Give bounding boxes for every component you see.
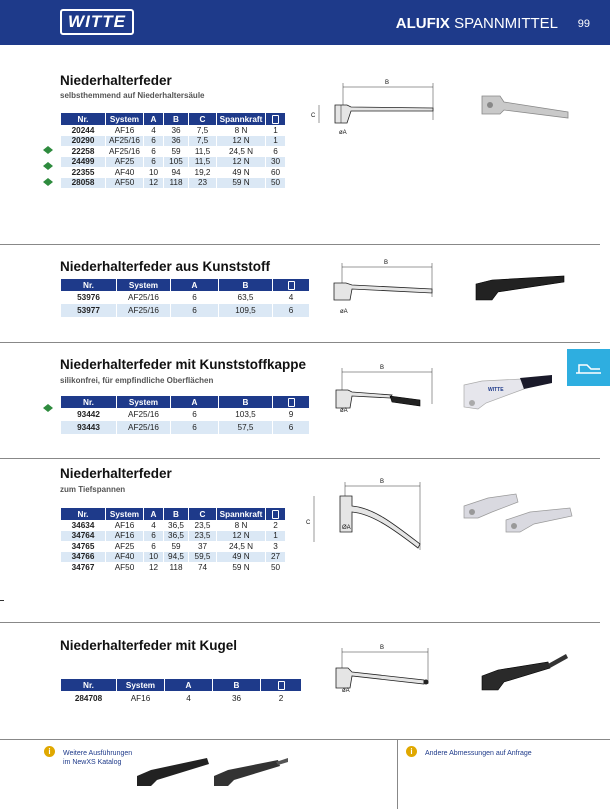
new-marker-icon: [42, 177, 54, 187]
table-cell: 36: [171, 125, 181, 135]
drawing-label: B: [380, 479, 385, 485]
table-cell: 20244: [71, 125, 95, 135]
table-cell: 118: [164, 178, 188, 189]
clamp-icon: [567, 349, 610, 386]
footer-divider: [0, 739, 610, 740]
table-cell: 6: [151, 146, 156, 156]
table-cell: AF25/16: [117, 421, 170, 434]
table-cell: 30: [266, 157, 285, 168]
page-header: [0, 0, 610, 45]
table-cell: 9: [288, 410, 294, 419]
pack-icon: [288, 281, 295, 290]
table-cell: 36,5: [168, 520, 184, 530]
footer-column-divider: [397, 740, 398, 809]
section-4-subtitle: zum Tiefspannen: [60, 485, 126, 494]
table-cell: 103,5: [235, 410, 256, 419]
table-cell: 10: [148, 167, 159, 177]
col-header: [266, 113, 285, 125]
info-icon: i: [406, 746, 417, 757]
col-header: [261, 679, 301, 691]
table-cell: 24499: [61, 157, 105, 168]
info-icon: i: [44, 746, 55, 757]
table-cell: 10: [144, 552, 163, 563]
table-cell: AF16: [114, 520, 135, 530]
section-1-product-photo: [478, 88, 573, 128]
table-cell: 59 N: [232, 562, 250, 572]
table-cell: 105: [164, 157, 188, 168]
col-header: System: [106, 508, 143, 520]
table-cell: 1: [266, 531, 285, 542]
table-cell: 59 N: [217, 178, 265, 189]
table-cell: 118: [169, 562, 183, 572]
col-header: A: [165, 679, 212, 691]
table-cell: AF25/16: [128, 293, 159, 302]
catalog-title: [396, 15, 558, 32]
section-1-technical-drawing: [305, 75, 440, 140]
col-header: Nr.: [61, 396, 116, 408]
table-cell: 50: [270, 562, 281, 572]
footer-product-photo-1: [133, 752, 213, 792]
section-5-table: [60, 679, 302, 705]
drawing-label: B: [380, 365, 385, 371]
col-header: Nr.: [61, 508, 105, 520]
table-cell: 93442: [77, 410, 100, 419]
section-4-title: Niederhalterfeder: [60, 466, 172, 481]
col-header: [266, 508, 285, 520]
table-cell: 6: [192, 293, 197, 302]
drawing-label: øA: [340, 408, 348, 414]
section-3-title: Niederhalterfeder mit Kunststoffkappe: [60, 357, 307, 372]
pack-icon: [272, 115, 279, 124]
table-cell: 12 N: [217, 136, 265, 147]
table-cell: AF25/16: [106, 136, 143, 147]
table-cell: 63,5: [237, 293, 254, 302]
table-cell: 19,2: [194, 167, 211, 177]
catalog-title-bold: ALUFIX: [395, 15, 450, 32]
table-cell: 6: [144, 531, 163, 542]
table-cell: 37: [197, 541, 208, 551]
table-cell: 1: [266, 136, 285, 147]
table-cell: AF50: [114, 562, 135, 572]
table-cell: 8 N: [234, 520, 248, 530]
table-cell: 49 N: [232, 167, 250, 177]
table-cell: 1: [273, 125, 278, 135]
table-cell: 36: [164, 136, 188, 147]
table-cell: 24,5 N: [228, 541, 254, 551]
table-cell: 57,5: [219, 421, 272, 434]
table-cell: 12: [148, 562, 159, 572]
pack-icon: [272, 510, 279, 519]
section-1-title: Niederhalterfeder: [60, 73, 172, 88]
table-cell: 53977: [61, 304, 116, 317]
table-cell: 6: [151, 541, 156, 551]
table-cell: 12 N: [217, 157, 265, 168]
table-cell: 4: [288, 293, 294, 302]
new-marker-icon: [42, 161, 54, 171]
table-cell: 34767: [71, 562, 95, 572]
table-cell: 22258: [71, 146, 95, 156]
section-3-product-photo: [462, 373, 557, 418]
table-cell: 2: [278, 693, 284, 703]
table-cell: AF50: [106, 178, 143, 189]
col-header: System: [117, 279, 170, 291]
col-header: System: [117, 396, 170, 408]
table-cell: 34634: [71, 520, 95, 530]
section-3-subtitle: silikonfrei, für empfindliche Oberflächen: [60, 376, 214, 385]
col-header: A: [171, 279, 218, 291]
table-cell: 53976: [77, 293, 100, 302]
table-cell: 8 N: [234, 125, 248, 135]
col-header: Spannkraft: [217, 113, 265, 125]
table-cell: 6: [273, 421, 309, 434]
drawing-label: B: [384, 260, 389, 266]
table-cell: 7,5: [196, 125, 209, 135]
section-2-table: [60, 279, 310, 317]
section-2-technical-drawing: [320, 255, 445, 320]
table-cell: 36,5: [164, 531, 188, 542]
table-cell: 27: [266, 552, 285, 563]
table-cell: 6: [171, 421, 218, 434]
footer-right-note: Andere Abmessungen auf Anfrage: [425, 750, 532, 757]
table-cell: 34766: [61, 552, 105, 563]
col-header: C: [189, 508, 216, 520]
col-header: Spannkraft: [217, 508, 265, 520]
table-cell: 11,5: [194, 146, 211, 156]
chapter-tab[interactable]: [567, 349, 610, 386]
footer-left-note-line1: Weitere Ausführungen: [63, 750, 133, 757]
catalog-title-light: SPANNMITTEL: [454, 15, 558, 32]
table-cell: 12: [144, 178, 163, 189]
table-cell: 7,5: [189, 136, 216, 147]
table-cell: 6: [144, 157, 163, 168]
table-cell: 23,5: [189, 531, 216, 542]
section-3-technical-drawing: [320, 360, 440, 420]
section-4-technical-drawing: [300, 472, 430, 552]
table-cell: AF16: [130, 693, 151, 703]
witte-logo: WITTE: [60, 9, 134, 35]
table-cell: 3: [273, 541, 278, 551]
col-header: Nr.: [61, 113, 105, 125]
table-cell: 109,5: [219, 304, 272, 317]
section-3-table: [60, 396, 310, 434]
table-cell: 28058: [61, 178, 105, 189]
table-cell: 12 N: [217, 531, 265, 542]
section-divider: [0, 622, 600, 623]
table-cell: 284708: [74, 693, 103, 703]
table-cell: 94,5: [164, 552, 188, 563]
new-marker-icon: [42, 145, 54, 155]
col-header: System: [106, 113, 143, 125]
margin-tick: [0, 600, 4, 601]
table-cell: 6: [192, 410, 197, 419]
col-header: B: [164, 113, 188, 125]
table-cell: 59,5: [189, 552, 216, 563]
table-cell: 4: [151, 520, 156, 530]
photo-logo-label: WITTE: [488, 387, 504, 393]
col-header: [273, 396, 309, 408]
table-cell: 49 N: [217, 552, 265, 563]
table-cell: 34764: [61, 531, 105, 542]
pack-icon: [278, 681, 285, 690]
section-divider: [0, 244, 600, 245]
section-1-subtitle: selbsthemmend auf Niederhaltersäule: [60, 91, 205, 100]
footer-left-note-line2: im NewXS Katalog: [63, 759, 122, 766]
table-cell: AF25: [106, 157, 143, 168]
table-cell: 6: [273, 304, 309, 317]
drawing-label: øA: [339, 130, 347, 136]
col-header: C: [189, 113, 216, 125]
drawing-label: C: [306, 520, 311, 526]
section-2-title: Niederhalterfeder aus Kunststoff: [60, 259, 271, 274]
section-5-technical-drawing: [320, 640, 440, 700]
table-cell: 4: [151, 125, 156, 135]
section-1-table: [60, 113, 286, 188]
table-cell: AF16: [106, 531, 143, 542]
col-header: System: [117, 679, 164, 691]
table-cell: 22355: [71, 167, 95, 177]
table-cell: AF25/16: [128, 410, 159, 419]
table-cell: 6: [273, 146, 278, 156]
col-header: B: [164, 508, 188, 520]
table-cell: 34765: [71, 541, 95, 551]
section-4-table: [60, 508, 286, 573]
section-5-title: Niederhalterfeder mit Kugel: [60, 638, 238, 653]
table-cell: 94: [171, 167, 181, 177]
table-cell: 20290: [61, 136, 105, 147]
col-header: [273, 279, 309, 291]
col-header: B: [219, 279, 272, 291]
footer-product-photo-2: [210, 752, 290, 792]
table-cell: AF40: [106, 552, 143, 563]
col-header: A: [171, 396, 218, 408]
table-cell: 4: [186, 693, 191, 703]
footer-left-note: [63, 749, 132, 767]
table-cell: 60: [270, 167, 281, 177]
section-divider: [0, 342, 600, 343]
table-cell: AF40: [114, 167, 135, 177]
table-cell: 59: [171, 541, 181, 551]
col-header: B: [213, 679, 260, 691]
pack-icon: [288, 398, 295, 407]
table-cell: 23: [189, 178, 216, 189]
table-cell: 24,5 N: [228, 146, 254, 156]
table-cell: AF25: [114, 541, 135, 551]
table-cell: 2: [273, 520, 278, 530]
page-number: 99: [577, 18, 590, 30]
col-header: B: [219, 396, 272, 408]
col-header: Nr.: [61, 279, 116, 291]
table-cell: 59: [171, 146, 181, 156]
drawing-label: C: [311, 113, 316, 119]
table-cell: 93443: [61, 421, 116, 434]
table-cell: 11,5: [189, 157, 216, 168]
table-cell: AF25/16: [109, 146, 140, 156]
col-header: A: [144, 508, 163, 520]
table-cell: 74: [197, 562, 208, 572]
table-cell: 50: [266, 178, 285, 189]
drawing-label: øA: [342, 688, 350, 694]
table-cell: AF16: [114, 125, 135, 135]
new-marker-icon: [42, 403, 54, 413]
drawing-label: øA: [340, 309, 348, 315]
table-cell: 6: [171, 304, 218, 317]
table-cell: 23,5: [194, 520, 211, 530]
drawing-label: B: [385, 80, 390, 86]
col-header: A: [144, 113, 163, 125]
section-divider: [0, 458, 600, 459]
drawing-label: B: [380, 645, 385, 651]
table-cell: 6: [144, 136, 163, 147]
section-5-product-photo: [478, 652, 573, 697]
drawing-label: ØA: [342, 525, 351, 531]
section-2-product-photo: [472, 270, 567, 310]
table-cell: AF25/16: [117, 304, 170, 317]
section-4-product-photo: [460, 490, 575, 540]
col-header: Nr.: [61, 679, 116, 691]
table-cell: 36: [231, 693, 242, 703]
